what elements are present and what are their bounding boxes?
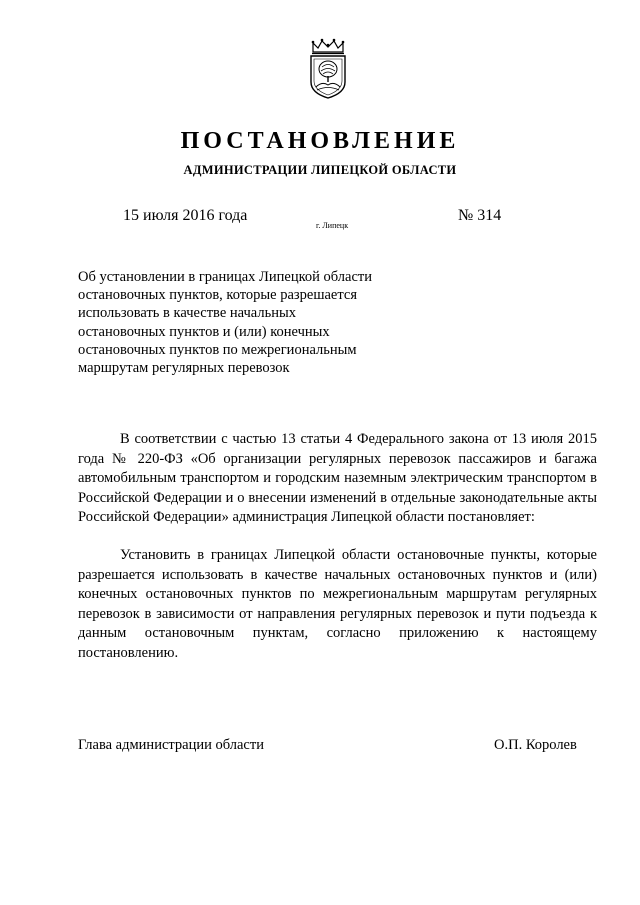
document-date: 15 июля 2016 года: [123, 207, 248, 224]
body-paragraph-1: В соответствии с частью 13 статьи 4 Федерального закона от 13 июля 2015 года № 220-ФЗ «Об организации регулярных перевозок пассажиров и багажа автомобильным транспортом и городским наземным электрическим транспортом в Российской Федерации и о внесении изменений в отдельные законодательные акты Российской Федерации» администрация Липецкой области постановляет:: [78, 431, 597, 526]
document-title: ПОСТАНОВЛЕНИЕ: [180, 128, 460, 154]
document-city: г. Липецк: [316, 221, 349, 230]
document-number: № 314: [458, 207, 502, 224]
heading-line: остановочных пунктов и (или) конечных: [78, 323, 330, 340]
signature-name: О.П. Королев: [494, 737, 577, 753]
coat-of-arms-icon: [303, 38, 353, 100]
body-paragraph-2: Установить в границах Липецкой области остановочные пункты, которые разрешается использовать в качестве начальных остановочных пунктов и (или) конечных остановочных пунктов по межрегиональным маршрутам регулярных перевозок в зависимости от направления регулярных перевозок и пути подъезда к данным остановочным пунктам, согласно приложению к настоящему постановлению.: [78, 547, 597, 661]
document-subtitle: АДМИНИСТРАЦИИ ЛИПЕЦКОЙ ОБЛАСТИ: [183, 163, 457, 177]
heading-line: Об установлении в границах Липецкой области: [78, 269, 373, 285]
heading-line: остановочных пунктов по межрегиональным: [78, 341, 357, 358]
document-heading: [78, 268, 398, 377]
heading-line: использовать в качестве начальных: [78, 305, 296, 322]
heading-line: остановочных пунктов, которые разрешается: [78, 287, 357, 304]
signature-position: Глава администрации области: [78, 737, 264, 753]
heading-line: маршрутам регулярных перевозок: [78, 360, 290, 377]
